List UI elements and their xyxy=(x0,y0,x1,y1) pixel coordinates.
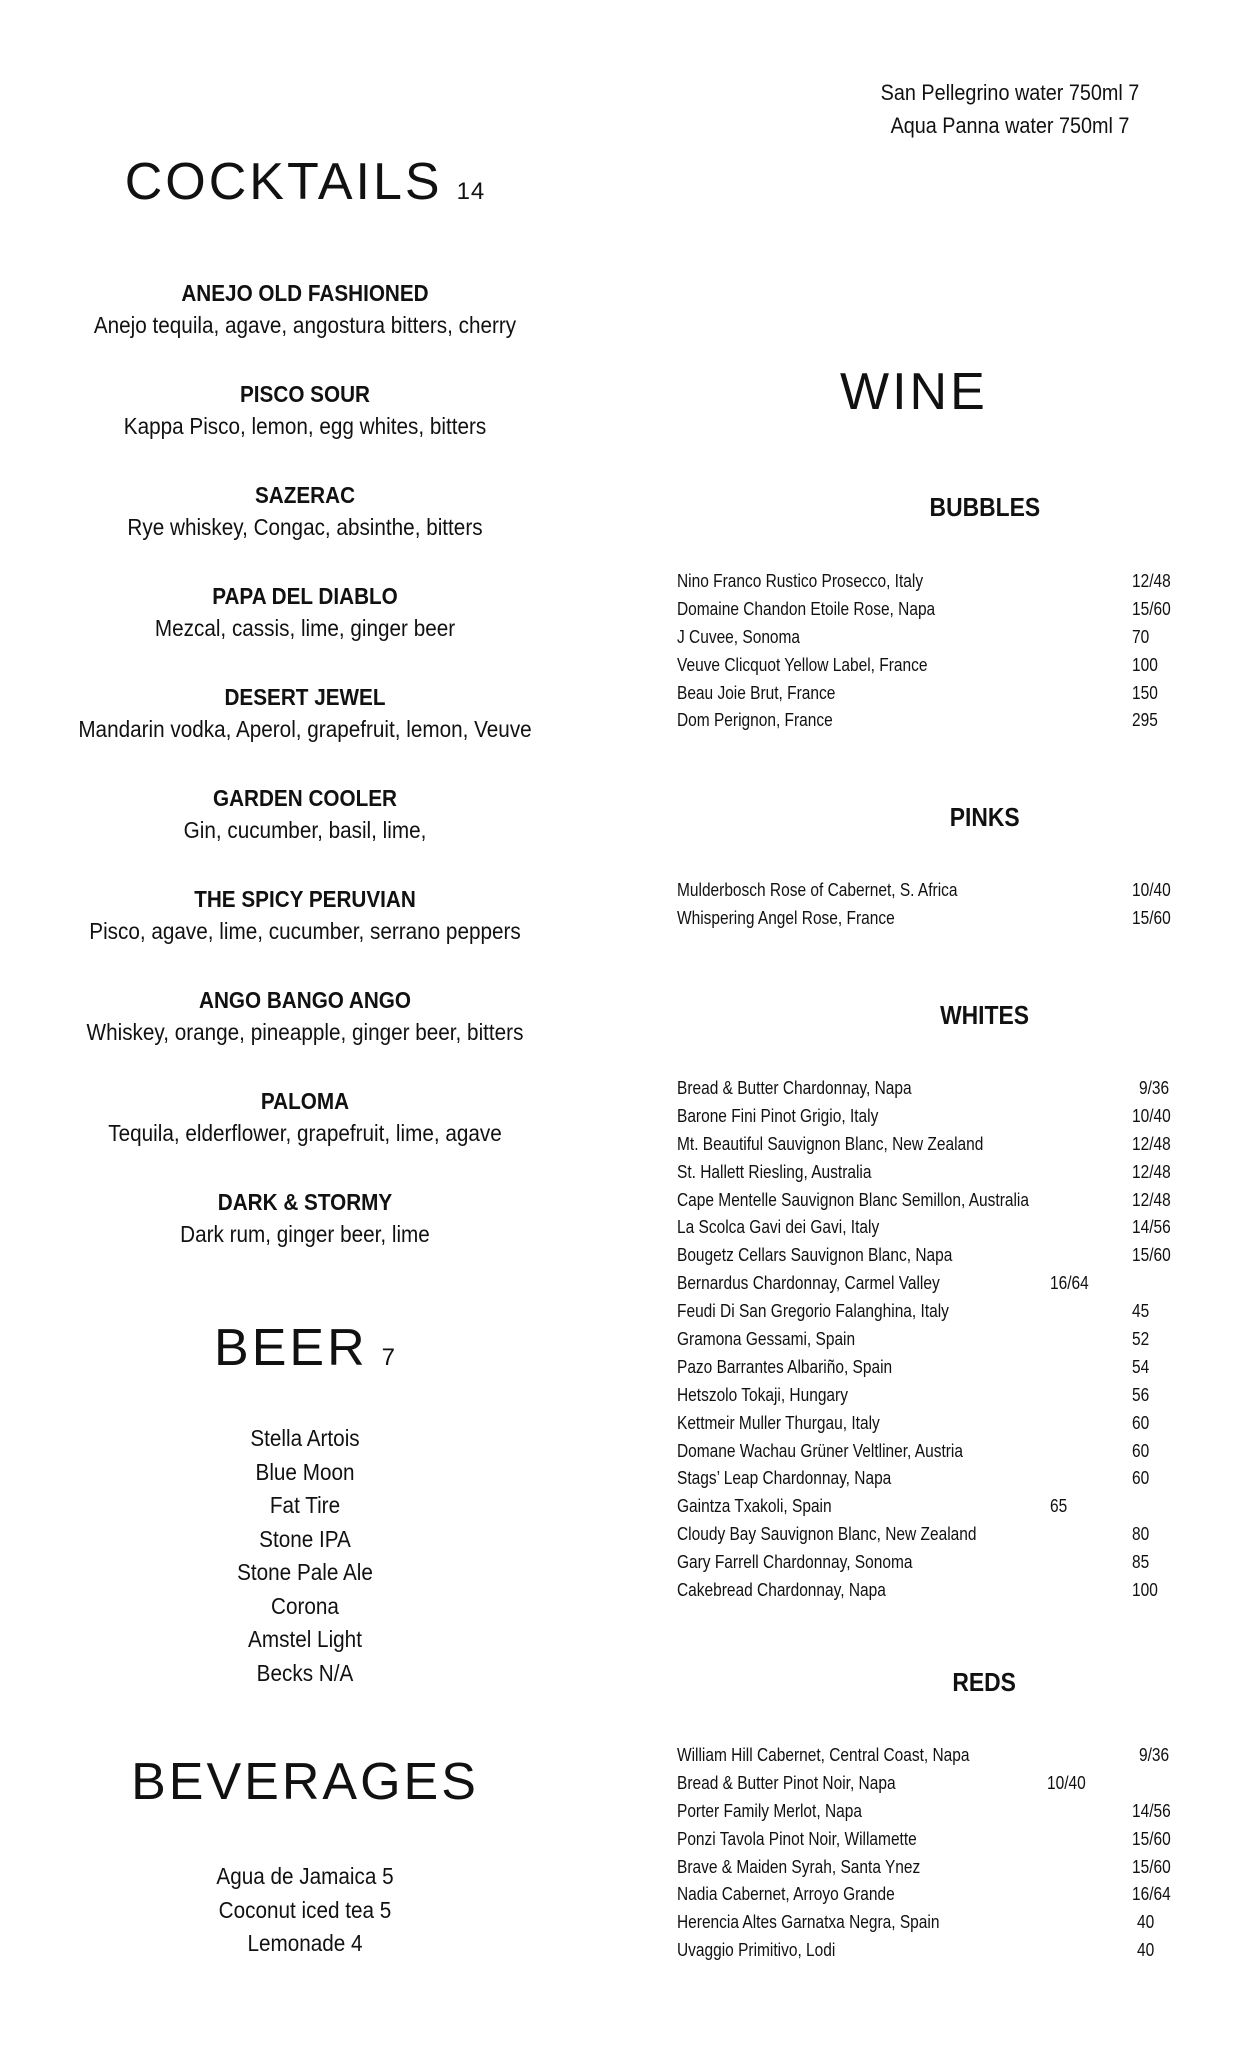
beer-price: 7 xyxy=(381,1344,396,1371)
cocktail-description: Mezcal, cassis, lime, ginger beer xyxy=(154,615,456,641)
wine-row xyxy=(677,1103,1217,1131)
wine-name: Porter Family Merlot, Napa xyxy=(677,1800,862,1821)
cocktail-description: Mandarin vodka, Aperol, grapefruit, lemon, Veuve xyxy=(78,716,532,742)
cocktail-name: PISCO SOUR xyxy=(240,381,370,407)
wine-row xyxy=(677,1075,1217,1103)
pinks-list xyxy=(677,877,1217,933)
wine-row xyxy=(677,1298,1217,1326)
cocktail-description: Whiskey, orange, pineapple, ginger beer, bitters xyxy=(86,1019,524,1045)
beverage-item: Coconut iced tea 5 xyxy=(218,1896,392,1923)
wine-row xyxy=(677,596,1217,624)
wine-row xyxy=(677,1159,1217,1187)
wine-name: Gaintza Txakoli, Spain xyxy=(677,1496,832,1517)
wine-name: Dom Perignon, France xyxy=(677,710,833,731)
cocktail-name: SAZERAC xyxy=(254,482,356,508)
reds-title: REDS xyxy=(952,1667,1017,1697)
wine-name: Nino Franco Rustico Prosecco, Italy xyxy=(677,571,924,591)
reds-heading xyxy=(610,1667,1243,1698)
cocktail-description: Gin, cucumber, basil, lime, xyxy=(183,817,427,843)
wine-row xyxy=(677,1465,1217,1493)
wine-row xyxy=(677,707,1217,735)
wine-row xyxy=(677,1410,1217,1438)
cocktail-item xyxy=(0,984,610,1085)
wine-price: 45 xyxy=(1132,1301,1150,1322)
wine-name: Whispering Angel Rose, France xyxy=(677,907,895,928)
wine-name: Hetszolo Tokaji, Hungary xyxy=(677,1384,848,1405)
wine-name: Brave & Maiden Syrah, Santa Ynez xyxy=(677,1856,921,1877)
beer-item: Stone IPA xyxy=(259,1525,351,1552)
wine-name: Bread & Butter Pinot Noir, Napa xyxy=(677,1772,896,1793)
wine-price: 15/60 xyxy=(1132,1828,1171,1849)
cocktails-price: 14 xyxy=(456,178,486,205)
wine-row xyxy=(677,1521,1217,1549)
wine-name: Mt. Beautiful Sauvignon Blanc, New Zealand xyxy=(677,1133,984,1154)
wine-name: Domaine Chandon Etoile Rose, Napa xyxy=(677,598,936,619)
beverages-title: BEVERAGES xyxy=(131,1753,479,1811)
beer-list xyxy=(0,1422,610,1690)
cocktail-item xyxy=(0,681,610,782)
wine-name: Herencia Altes Garnatxa Negra, Spain xyxy=(677,1912,940,1933)
wine-price: 150 xyxy=(1132,682,1158,703)
wine-price: 85 xyxy=(1132,1552,1150,1573)
cocktail-description: Dark rum, ginger beer, lime xyxy=(180,1221,430,1247)
whites-heading xyxy=(610,1000,1243,1031)
wine-name: Stags’ Leap Chardonnay, Napa xyxy=(677,1468,892,1489)
wine-row xyxy=(677,1909,1217,1937)
cocktail-item xyxy=(0,1186,610,1287)
cocktail-description: Tequila, elderflower, grapefruit, lime, agave xyxy=(108,1120,502,1146)
cocktail-description: Pisco, agave, lime, cucumber, serrano peppers xyxy=(89,918,521,944)
wine-price: 15/60 xyxy=(1132,907,1171,928)
wine-price: 60 xyxy=(1132,1440,1150,1461)
cocktail-item xyxy=(0,580,610,681)
wine-name: St. Hallett Riesling, Australia xyxy=(677,1161,872,1182)
wine-row xyxy=(677,1354,1217,1382)
wine-row xyxy=(677,1242,1217,1270)
wine-row xyxy=(677,1438,1217,1466)
cocktail-name: THE SPICY PERUVIAN xyxy=(194,886,416,912)
wine-name: Feudi Di San Gregorio Falanghina, Italy xyxy=(677,1301,949,1322)
wine-price: 15/60 xyxy=(1132,598,1171,619)
bubbles-heading xyxy=(610,492,1243,523)
beer-item: Amstel Light xyxy=(248,1626,362,1652)
bubbles-title: BUBBLES xyxy=(929,492,1040,522)
wine-row xyxy=(677,1493,1217,1521)
wine-row xyxy=(677,1937,1217,1965)
wine-name: William Hill Cabernet, Central Coast, Napa xyxy=(677,1745,970,1765)
wine-price: 14/56 xyxy=(1132,1217,1171,1238)
wine-name: Kettmeir Muller Thurgau, Italy xyxy=(677,1412,880,1433)
wine-row xyxy=(677,877,1217,905)
wine-price: 54 xyxy=(1132,1356,1150,1377)
wine-name: Beau Joie Brut, France xyxy=(677,682,836,703)
wine-price: 60 xyxy=(1132,1468,1150,1489)
beer-item: Blue Moon xyxy=(255,1458,355,1485)
wine-price: 15/60 xyxy=(1132,1856,1171,1877)
wine-price: 70 xyxy=(1132,626,1150,647)
cocktail-item xyxy=(0,782,610,883)
wine-row xyxy=(677,1131,1217,1159)
wine-row xyxy=(677,568,1217,596)
wine-price: 56 xyxy=(1132,1384,1150,1405)
beer-item: Stella Artois xyxy=(250,1425,360,1451)
cocktail-name: PALOMA xyxy=(260,1088,350,1114)
wine-name: J Cuvee, Sonoma xyxy=(677,626,801,647)
beverages-heading xyxy=(0,1752,610,1812)
cocktail-item xyxy=(0,277,610,378)
beer-heading xyxy=(0,1318,610,1378)
reds-list xyxy=(677,1742,1217,1965)
wine-row xyxy=(677,1187,1217,1215)
wine-price: 60 xyxy=(1132,1412,1150,1433)
wine-name: Gary Farrell Chardonnay, Sonoma xyxy=(677,1552,913,1573)
wine-price: 100 xyxy=(1132,654,1158,675)
cocktail-item xyxy=(0,883,610,984)
beverage-item: Lemonade 4 xyxy=(247,1930,363,1956)
cocktail-name: ANEJO OLD FASHIONED xyxy=(181,280,429,306)
wine-price: 40 xyxy=(1137,1912,1155,1933)
cocktail-list xyxy=(0,277,610,1287)
wine-name: Cape Mentelle Sauvignon Blanc Semillon, Australia xyxy=(677,1189,1029,1210)
wine-row xyxy=(677,1798,1217,1826)
cocktails-heading xyxy=(0,152,610,212)
wine-price: 9/36 xyxy=(1139,1745,1170,1765)
wine-price: 15/60 xyxy=(1132,1245,1171,1266)
wine-name: Domane Wachau Grüner Veltliner, Austria xyxy=(677,1440,963,1461)
wine-name: Bernardus Chardonnay, Carmel Valley xyxy=(677,1273,940,1294)
wine-row xyxy=(677,1854,1217,1882)
wine-name: Ponzi Tavola Pinot Noir, Willamette xyxy=(677,1828,917,1849)
wine-price: 80 xyxy=(1132,1524,1150,1545)
wine-row xyxy=(677,1742,1217,1770)
beer-item: Fat Tire xyxy=(269,1492,341,1518)
wine-price: 12/48 xyxy=(1132,571,1171,591)
wine-price: 16/64 xyxy=(1050,1273,1089,1294)
wine-row xyxy=(677,1826,1217,1854)
pinks-heading xyxy=(610,802,1243,833)
wine-price: 10/40 xyxy=(1047,1772,1086,1793)
cocktail-description: Kappa Pisco, lemon, egg whites, bitters xyxy=(123,413,487,439)
wine-title: WINE xyxy=(840,363,988,421)
wine-name: Uvaggio Primitivo, Lodi xyxy=(677,1940,836,1961)
wine-price: 10/40 xyxy=(1132,1105,1171,1126)
wine-name: Bread & Butter Chardonnay, Napa xyxy=(677,1078,912,1098)
wine-name: La Scolca Gavi dei Gavi, Italy xyxy=(677,1217,880,1238)
water-list xyxy=(610,76,1243,142)
wine-price: 100 xyxy=(1132,1580,1158,1601)
beer-item: Stone Pale Ale xyxy=(237,1559,373,1585)
whites-title: WHITES xyxy=(940,1000,1029,1030)
cocktails-title: COCKTAILS xyxy=(124,153,443,211)
wine-name: Cakebread Chardonnay, Napa xyxy=(677,1580,886,1601)
whites-list xyxy=(677,1075,1217,1605)
beer-item: Corona xyxy=(271,1592,339,1619)
wine-row xyxy=(677,1214,1217,1242)
wine-row xyxy=(677,1770,1217,1798)
cocktail-item xyxy=(0,378,610,479)
wine-name: Barone Fini Pinot Grigio, Italy xyxy=(677,1105,879,1126)
wine-price: 14/56 xyxy=(1132,1800,1171,1821)
bubbles-list xyxy=(677,568,1217,735)
wine-row xyxy=(677,1382,1217,1410)
cocktail-item xyxy=(0,479,610,580)
cocktail-item xyxy=(0,1085,610,1186)
cocktail-name: PAPA DEL DIABLO xyxy=(212,583,398,609)
wine-row xyxy=(677,680,1217,708)
cocktail-name: GARDEN COOLER xyxy=(212,785,397,811)
cocktail-description: Rye whiskey, Congac, absinthe, bitters xyxy=(127,514,483,540)
wine-name: Nadia Cabernet, Arroyo Grande xyxy=(677,1884,895,1905)
wine-price: 295 xyxy=(1132,710,1158,731)
cocktail-name: DARK & STORMY xyxy=(217,1189,393,1215)
water-item: San Pellegrino water 750ml 7 xyxy=(880,80,1140,105)
wine-row xyxy=(677,1881,1217,1909)
wine-name: Bougetz Cellars Sauvignon Blanc, Napa xyxy=(677,1245,953,1266)
wine-price: 52 xyxy=(1132,1329,1150,1350)
cocktail-name: ANGO BANGO ANGO xyxy=(198,987,411,1013)
wine-name: Cloudy Bay Sauvignon Blanc, New Zealand xyxy=(677,1524,977,1545)
beer-title: BEER xyxy=(214,1319,368,1377)
beverage-item: Agua de Jamaica 5 xyxy=(216,1863,394,1889)
wine-name: Pazo Barrantes Albariño, Spain xyxy=(677,1356,893,1377)
wine-row xyxy=(677,1577,1217,1605)
beverages-list xyxy=(0,1860,610,1961)
water-item: Aqua Panna water 750ml 7 xyxy=(890,113,1130,138)
beer-item: Becks N/A xyxy=(256,1659,354,1686)
wine-row xyxy=(677,1270,1217,1298)
wine-row xyxy=(677,905,1217,933)
wine-price: 12/48 xyxy=(1132,1161,1171,1182)
wine-row xyxy=(677,1549,1217,1577)
wine-price: 12/48 xyxy=(1132,1189,1171,1210)
wine-price: 40 xyxy=(1137,1940,1155,1961)
wine-price: 10/40 xyxy=(1132,880,1171,900)
wine-row xyxy=(677,624,1217,652)
cocktail-name: DESERT JEWEL xyxy=(224,684,386,710)
wine-price: 12/48 xyxy=(1132,1133,1171,1154)
wine-name: Gramona Gessami, Spain xyxy=(677,1329,856,1350)
wine-name: Mulderbosch Rose of Cabernet, S. Africa xyxy=(677,880,958,900)
wine-row xyxy=(677,1326,1217,1354)
wine-price: 9/36 xyxy=(1139,1078,1170,1098)
wine-row xyxy=(677,652,1217,680)
pinks-title: PINKS xyxy=(949,802,1020,832)
cocktail-description: Anejo tequila, agave, angostura bitters, cherry xyxy=(93,312,517,338)
wine-price: 16/64 xyxy=(1132,1884,1171,1905)
wine-name: Veuve Clicquot Yellow Label, France xyxy=(677,654,928,675)
wine-price: 65 xyxy=(1050,1496,1068,1517)
